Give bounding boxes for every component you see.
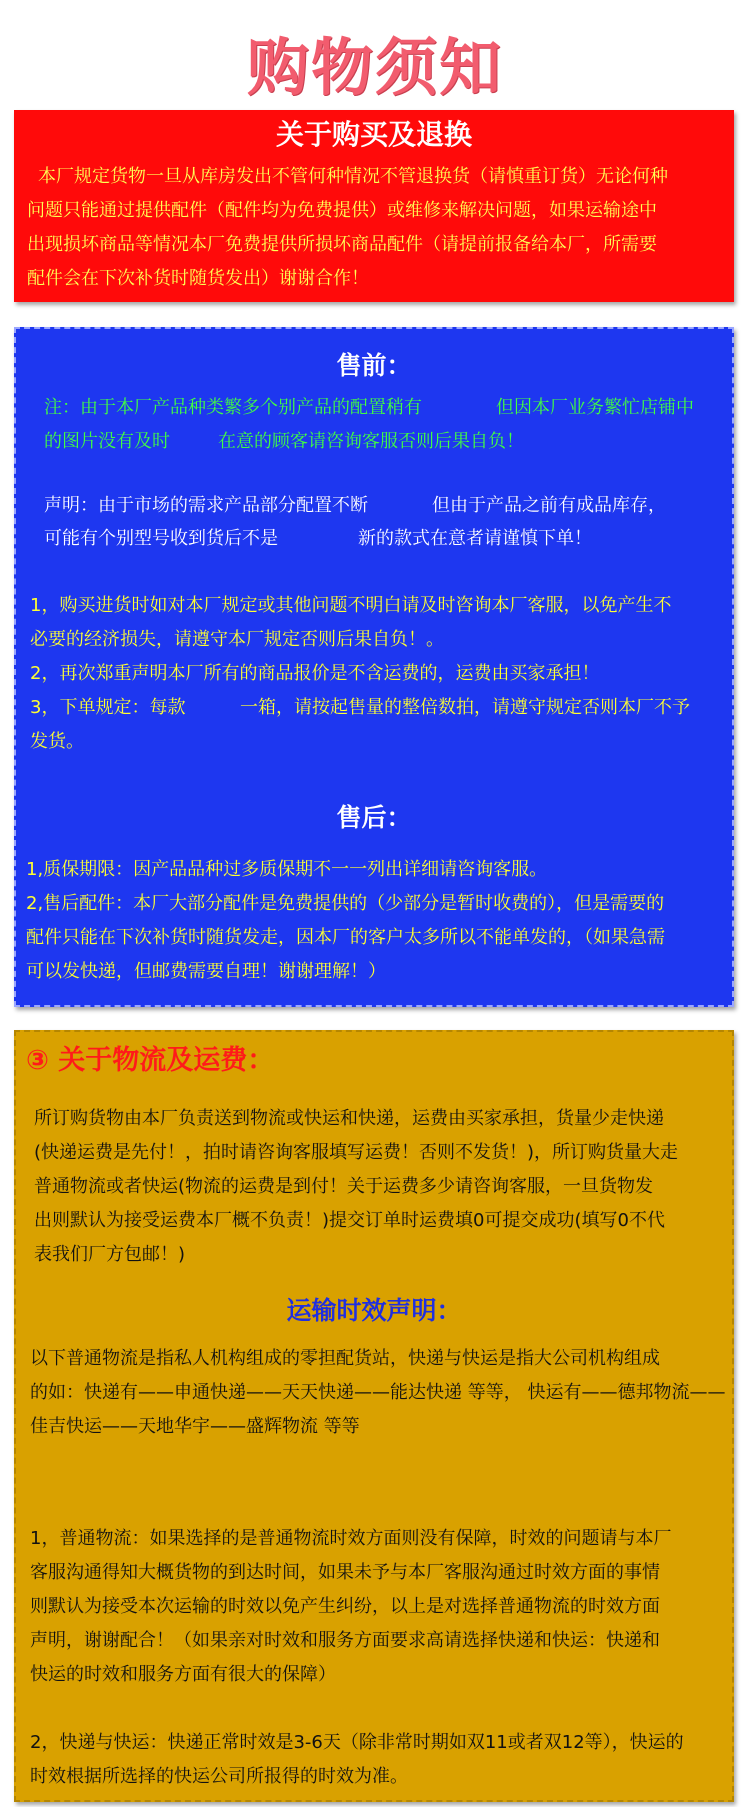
page-title: 购物须知 xyxy=(246,31,503,104)
presale-note-line: 的图片没有及时 xyxy=(44,431,170,452)
presale-statement-line: 新的款式在意者请谨慎下单！ xyxy=(358,528,592,549)
presale-rule-line: 发货。 xyxy=(30,731,84,752)
presale-rule-line: 3，下单规定：每款 xyxy=(30,697,186,718)
timeliness-intro-line: 佳吉快运——天地华宇——盛辉物流 等等 xyxy=(30,1416,360,1437)
timeliness-normal-line: 客服沟通得知大概货物的到达时间，如果未予与本厂客服沟通过时效方面的事情 xyxy=(30,1562,660,1583)
presale-rule-line: 一箱，请按起售量的整倍数拍，请遵守规定否则本厂不予 xyxy=(240,697,690,718)
purchase-return-line: 出现损坏商品等情况本厂免费提供所损坏商品配件（请提前报备给本厂，所需要 xyxy=(27,234,657,255)
logistics-line: (快递运费是先付！，拍时请咨询客服填写运费！否则不发货！)，所订购货量大走 xyxy=(34,1142,679,1163)
timeliness-express-line: 时效根据所选择的快运公司所报得的时效为准。 xyxy=(30,1766,408,1787)
purchase-return-line: 本厂规定货物一旦从库房发出不管何种情况不管退换货（请慎重订货）无论何种 xyxy=(38,166,668,187)
timeliness-intro-line: 以下普通物流是指私人机构组成的零担配货站，快递与快运是指大公司机构组成 xyxy=(30,1348,660,1369)
purchase-return-title: 关于购买及退换 xyxy=(275,118,472,151)
purchase-return-line: 问题只能通过提供配件（配件均为免费提供）或维修来解决问题，如果运输途中 xyxy=(27,200,657,221)
purchase-return-line: 配件会在下次补货时随货发出）谢谢合作！ xyxy=(27,268,369,289)
presale-rule-line: 必要的经济损失，请遵守本厂规定否则后果自负！。 xyxy=(30,629,444,650)
logistics-line: 普通物流或者快运(物流的运费是到付！关于运费多少请咨询客服，一旦货物发 xyxy=(34,1176,654,1197)
aftersale-line: 可以发快递，但邮费需要自理！谢谢理解！） xyxy=(26,961,386,982)
timeliness-heading: 运输时效声明： xyxy=(286,1296,462,1325)
presale-rule-line: 2，再次郑重声明本厂所有的商品报价是不含运费的，运费由买家承担！ xyxy=(30,663,600,684)
presale-rule-line: 1，购买进货时如对本厂规定或其他问题不明白请及时咨询本厂客服，以免产生不 xyxy=(30,595,672,616)
timeliness-intro-line: 的如：快递有——申通快递——天天快递——能达快递 等等， 快运有——德邦物流—— xyxy=(30,1382,726,1403)
presale-aftersale-panel xyxy=(14,327,734,1007)
logistics-panel xyxy=(14,1030,734,1802)
presale-heading: 售前： xyxy=(336,351,412,380)
presale-statement-line: 可能有个别型号收到货后不是 xyxy=(44,528,278,549)
aftersale-line: 配件只能在下次补货时随货发走，因本厂的客户太多所以不能单发的，（如果急需 xyxy=(26,927,665,948)
timeliness-normal-line: 声明，谢谢配合！（如果亲对时效和服务方面要求高请选择快递和快运：快递和 xyxy=(30,1630,660,1651)
aftersale-line: 2,售后配件：本厂大部分配件是免费提供的（少部分是暂时收费的），但是需要的 xyxy=(26,893,665,914)
presale-statement-line: 但由于产品之前有成品库存， xyxy=(432,495,666,516)
logistics-line: 出则默认为接受运费本厂概不负责！)提交订单时运费填0可提交成功(填写0不代 xyxy=(34,1210,665,1231)
timeliness-normal-line: 则默认为接受本次运输的时效以免产生纠纷，以上是对选择普通物流的时效方面 xyxy=(30,1596,660,1617)
aftersale-line: 1,质保期限：因产品品种过多质保期不一一列出详细请咨询客服。 xyxy=(26,859,548,880)
timeliness-normal-line: 1，普通物流：如果选择的是普通物流时效方面则没有保障，时效的问题请与本厂 xyxy=(30,1528,672,1549)
aftersale-heading: 售后： xyxy=(336,803,412,832)
timeliness-express-line: 2，快递与快运：快递正常时效是3-6天（除非常时期如双11或者双12等），快运的 xyxy=(30,1732,684,1753)
presale-note-line: 注：由于本厂产品种类繁多个别产品的配置稍有 xyxy=(44,397,422,418)
logistics-heading: ③ 关于物流及运费： xyxy=(26,1045,275,1076)
purchase-return-panel xyxy=(14,110,734,302)
timeliness-normal-line: 快运的时效和服务方面有很大的保障） xyxy=(30,1664,336,1685)
logistics-line: 所订购货物由本厂负责送到物流或快运和快递，运费由买家承担，货量少走快递 xyxy=(34,1108,664,1129)
presale-statement-line: 声明：由于市场的需求产品部分配置不断 xyxy=(44,495,368,516)
presale-note-line: 在意的顾客请咨询客服否则后果自负！ xyxy=(218,431,524,452)
logistics-line: 表我们厂方包邮！) xyxy=(34,1244,186,1265)
presale-note-line: 但因本厂业务繁忙店铺中 xyxy=(496,397,694,418)
